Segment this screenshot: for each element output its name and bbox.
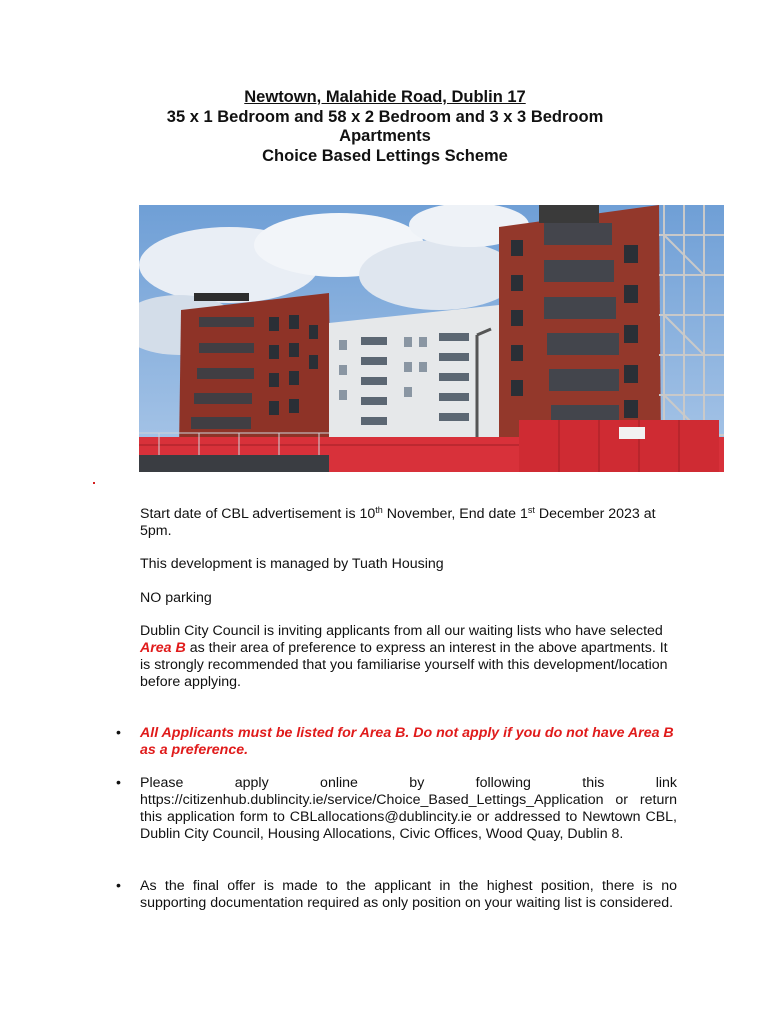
title-location: Newtown, Malahide Road, Dublin 17 <box>244 88 526 106</box>
document-title <box>100 88 670 166</box>
area-b-emphasis: Area B <box>140 640 186 656</box>
bullet-marker: • <box>116 775 121 791</box>
title-scheme: Choice Based Lettings Scheme <box>262 146 508 165</box>
parking-note: NO parking <box>140 590 212 606</box>
title-units: 35 x 1 Bedroom and 58 x 2 Bedroom and 3 x 3 Bedroom <box>166 107 604 126</box>
apartment-building-photo <box>139 205 724 472</box>
stray-mark <box>93 482 95 484</box>
invitation-paragraph: Dublin City Council is inviting applicants from all our waiting lists who have selected Area B as their area of preference to express an interest in the above apartments. It is strongly recommended that you familiarise yourself with this development/location before applying. <box>140 623 668 690</box>
bullet-area-requirement: • All Applicants must be listed for Area B. Do not apply if you do not have Area B as a preference. <box>116 725 674 758</box>
bullet-final-offer: • As the final offer is made to the applicant in the highest position, there is no supporting documentation required as only position on your waiting list is considered. <box>116 878 677 911</box>
apply-online-line: Please apply online by following this link <box>140 775 677 791</box>
bullet-marker: • <box>116 878 121 894</box>
bullet-marker: • <box>116 725 121 741</box>
title-apartments: Apartments <box>339 127 431 145</box>
bullet-how-to-apply <box>116 775 677 843</box>
apply-details: https://citizenhub.dublincity.ie/service/Choice_Based_Lettings_Application or return this application form to CBLallocations@dublincity.ie or addressed to Newtown CBL, Dublin City Council, Housing Allocations, Civic Offices, Wood Quay, Dublin 8. <box>140 792 677 842</box>
managed-by: This development is managed by Tuath Housing <box>140 556 444 572</box>
cbl-dates: Start date of CBL advertisement is 10th November, End date 1st December 2023 at 5pm. <box>140 505 656 539</box>
